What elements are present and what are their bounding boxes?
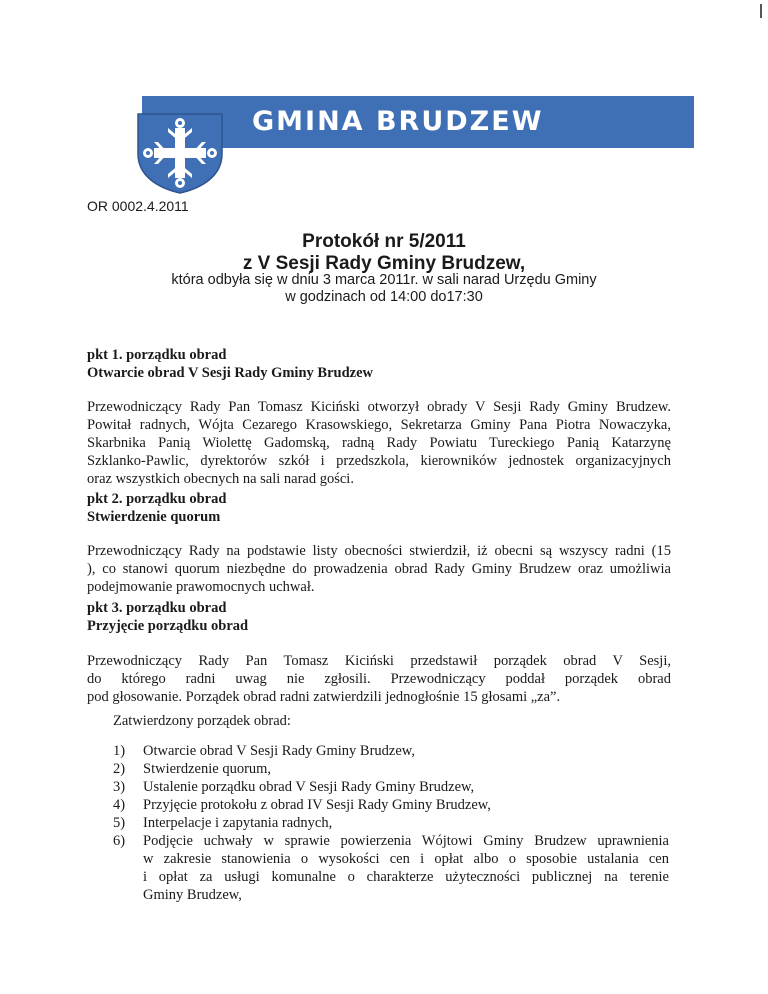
agenda-item-number: 3)	[113, 779, 126, 795]
document-title: Protokół nr 5/2011	[302, 231, 466, 252]
paragraph-line: do którego radni uwag nie zgłosili. Przewodniczący poddał porządek obrad	[87, 671, 671, 687]
section-paragraph	[87, 652, 671, 706]
paragraph-line: Przewodniczący Rady na podstawie listy obecności stwierdził, iż obecni są wszyscy radni (15	[87, 543, 671, 559]
section-heading: Otwarcie obrad V Sesji Rady Gminy Brudzew	[87, 365, 373, 381]
agenda-item-number: 4)	[113, 797, 126, 813]
section-heading: Stwierdzenie quorum	[87, 509, 221, 525]
paragraph-line: Przewodniczący Rady Pan Tomasz Kiciński otworzył obrady V Sesji Rady Gminy Brudzew.	[87, 399, 671, 415]
agenda-item-text: Ustalenie porządku obrad V Sesji Rady Gminy Brudzew,	[143, 779, 475, 795]
section-paragraph	[87, 398, 671, 488]
document-reference: OR 0002.4.2011	[87, 198, 189, 214]
agenda-item-number: 2)	[113, 761, 126, 777]
agenda-item-number: 1)	[113, 743, 126, 759]
section-paragraph	[87, 542, 671, 596]
paragraph-line: pod głosowanie. Porządek obrad radni zatwierdzili jednogłośnie 15 głosami „za”.	[87, 689, 561, 705]
agenda-item-text: w zakresie stanowienia o wysokości cen i opłat albo o sposobie ustalania cen	[143, 851, 669, 867]
paragraph-line: oraz wszystkich obecnych na sali narad gości.	[87, 471, 354, 487]
document-subtitle: która odbyła się w dniu 3 marca 2011r. w sali narad Urzędu Gminy	[171, 272, 597, 288]
agenda-item-text: Stwierdzenie quorum,	[143, 761, 272, 777]
paragraph-line: Przewodniczący Rady Pan Tomasz Kiciński przedstawił porządek obrad V Sesji,	[87, 653, 671, 669]
agenda-item-text: Otwarcie obrad V Sesji Rady Gminy Brudzew,	[143, 743, 415, 759]
coat-of-arms-icon	[134, 112, 226, 194]
agenda-item-text: i opłat za usługi komunalne o charakterze użyteczności publicznej na terenie	[143, 869, 669, 885]
paragraph-line: Powitał radnych, Wójta Cezarego Krasowskiego, Sekretarza Gminy Pana Piotra Nowaczyka,	[87, 417, 671, 433]
agenda-item-text: Gminy Brudzew,	[143, 887, 242, 903]
paragraph-line: Szklanko-Pawlic, dyrektorów szkół i przedszkola, kierowników jednostek organizacyjnych	[87, 453, 671, 469]
agenda-item-text: Podjęcie uchwały w sprawie powierzenia Wójtowi Gminy Brudzew uprawnienia	[143, 833, 669, 849]
section-label: pkt 1. porządku obrad	[87, 347, 227, 363]
banner-title: GMINA BRUDZEW	[252, 106, 544, 137]
agenda-item-number: 5)	[113, 815, 126, 831]
section-heading: Przyjęcie porządku obrad	[87, 618, 249, 634]
scan-mark	[760, 4, 762, 18]
section-label: pkt 2. porządku obrad	[87, 491, 227, 507]
agenda-item-text: Interpelacje i zapytania radnych,	[143, 815, 333, 831]
section-label: pkt 3. porządku obrad	[87, 600, 227, 616]
paragraph-line: podejmowanie prawomocnych uchwał.	[87, 579, 315, 595]
document-title-line2: z V Sesji Rady Gminy Brudzew,	[242, 253, 526, 274]
agenda-intro: Zatwierdzony porządek obrad:	[113, 713, 291, 729]
paragraph-line: Skarbnika Panią Wiolettę Gadomską, radną Rady Powiatu Tureckiego Panią Katarzynę	[87, 435, 671, 451]
agenda-item-text: Przyjęcie protokołu z obrad IV Sesji Rady Gminy Brudzew,	[143, 797, 491, 813]
paragraph-line: ), co stanowi quorum niezbędne do prowadzenia obrad Rady Gminy Brudzew oraz umożliwia	[87, 561, 671, 577]
document-subtitle-line2: w godzinach od 14:00 do17:30	[285, 289, 483, 305]
agenda-item-number: 6)	[113, 833, 126, 849]
